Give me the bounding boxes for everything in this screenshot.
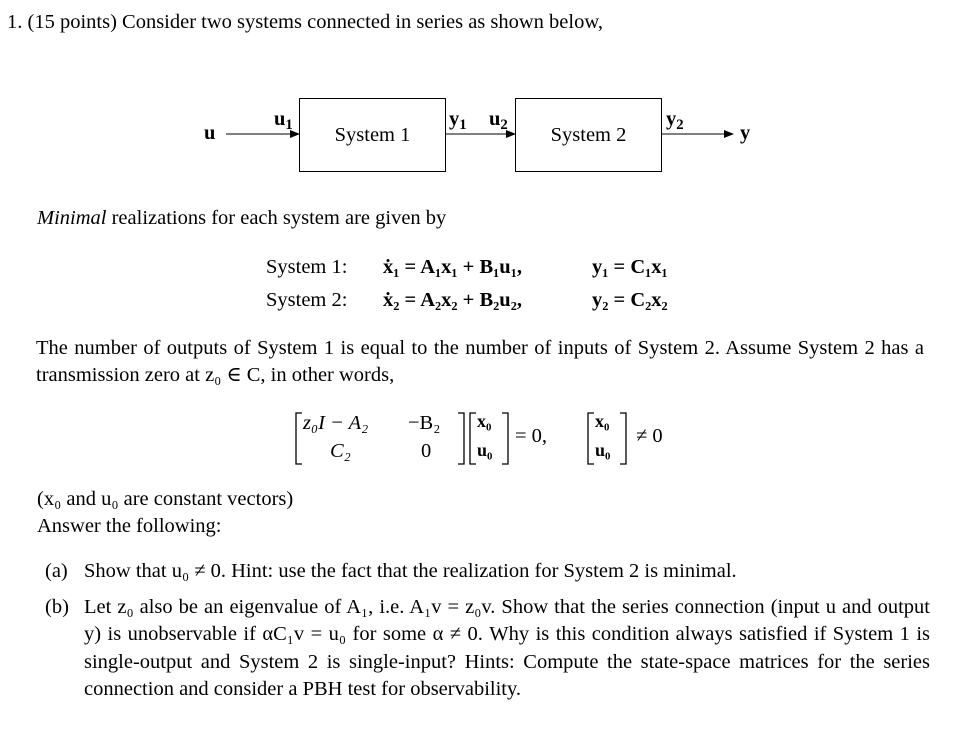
question-b [45,594,930,730]
minimal-emphasis: Minimal [37,207,107,229]
answer-prompt: Answer the following: [37,515,222,537]
equals-zero: = 0, [515,425,548,447]
constant-vectors-note: (x₀ and u₀ are constant vectors) [37,488,294,510]
question-b-label: (b) [45,596,69,618]
system1-output-equation: y₁ = C₁x₁ [592,256,668,278]
question-a [45,558,930,586]
realizations-intro-text: realizations for each system are given by [111,207,447,229]
system2-equation-label: System 2: [266,289,348,311]
system2-state-equation: ẋ₂ = A₂x₂ + B₂u₂, [383,289,522,311]
system1-equation-label: System 1: [266,256,348,278]
y1-label: $y_1$ [449,108,467,134]
y2-label: $y_2$ [666,108,684,134]
matrix-entry-12: −B₂ [408,412,441,434]
system1-state-equation: ẋ₁ = A₁x₁ + B₁u₁, [383,256,522,278]
u1-label: $u_1$ [274,108,293,134]
input-label: u [204,122,216,144]
question-a-label: (a) [45,560,68,582]
output-label: y [740,122,751,144]
problem-points: (15 points) [27,11,117,33]
not-equal-zero: ≠ 0 [636,425,663,447]
matrix-entry-22: 0 [421,440,432,462]
system2-output-equation: y₂ = C₂x₂ [592,289,668,311]
problem-intro: Consider two systems connected in series as shown below, [122,11,603,33]
assumption-paragraph: The number of outputs of System 1 is equal to the number of inputs of System 2. Assume System 2 has a transmission zero at z₀ ∈ C, in other words, [36,337,924,386]
question-a-text: Show that u₀ ≠ 0. Hint: use the fact that the realization for System 2 is minimal. [84,560,737,582]
vector1-x0: x₀ [477,411,492,431]
problem-number: 1. [7,11,23,33]
matrix-entry-21: C₂ [330,440,351,462]
vector2-left-bracket [588,413,594,464]
system1-label: System 1 [334,123,411,146]
vector1-right-bracket [502,413,508,464]
matrix-right-bracket [458,413,464,464]
vector1-u0: u₀ [477,440,493,460]
vector1-left-bracket [470,413,476,464]
u2-label: $u_2$ [489,108,508,134]
vector2-u0: u₀ [595,440,611,460]
vector2-right-bracket [620,413,626,464]
matrix-entry-11: z₀I − A₂ [303,412,369,434]
question-b-text: Let z₀ also be an eigenvalue of A₁, i.e. A₁v = z₀v. Show that the series connection (input u and output y) is unobservable if αC₁v = u₀ for some α ≠ 0. Why is this condition always satisfied if System 1 is single-output and System 2 is single-input? Hints: Compute the state-space matrices for the series connection and consider a PBH test for observability. [84,596,930,700]
system2-label: System 2 [550,123,627,146]
matrix-left-bracket [296,413,302,464]
vector2-x0: x₀ [595,411,610,431]
